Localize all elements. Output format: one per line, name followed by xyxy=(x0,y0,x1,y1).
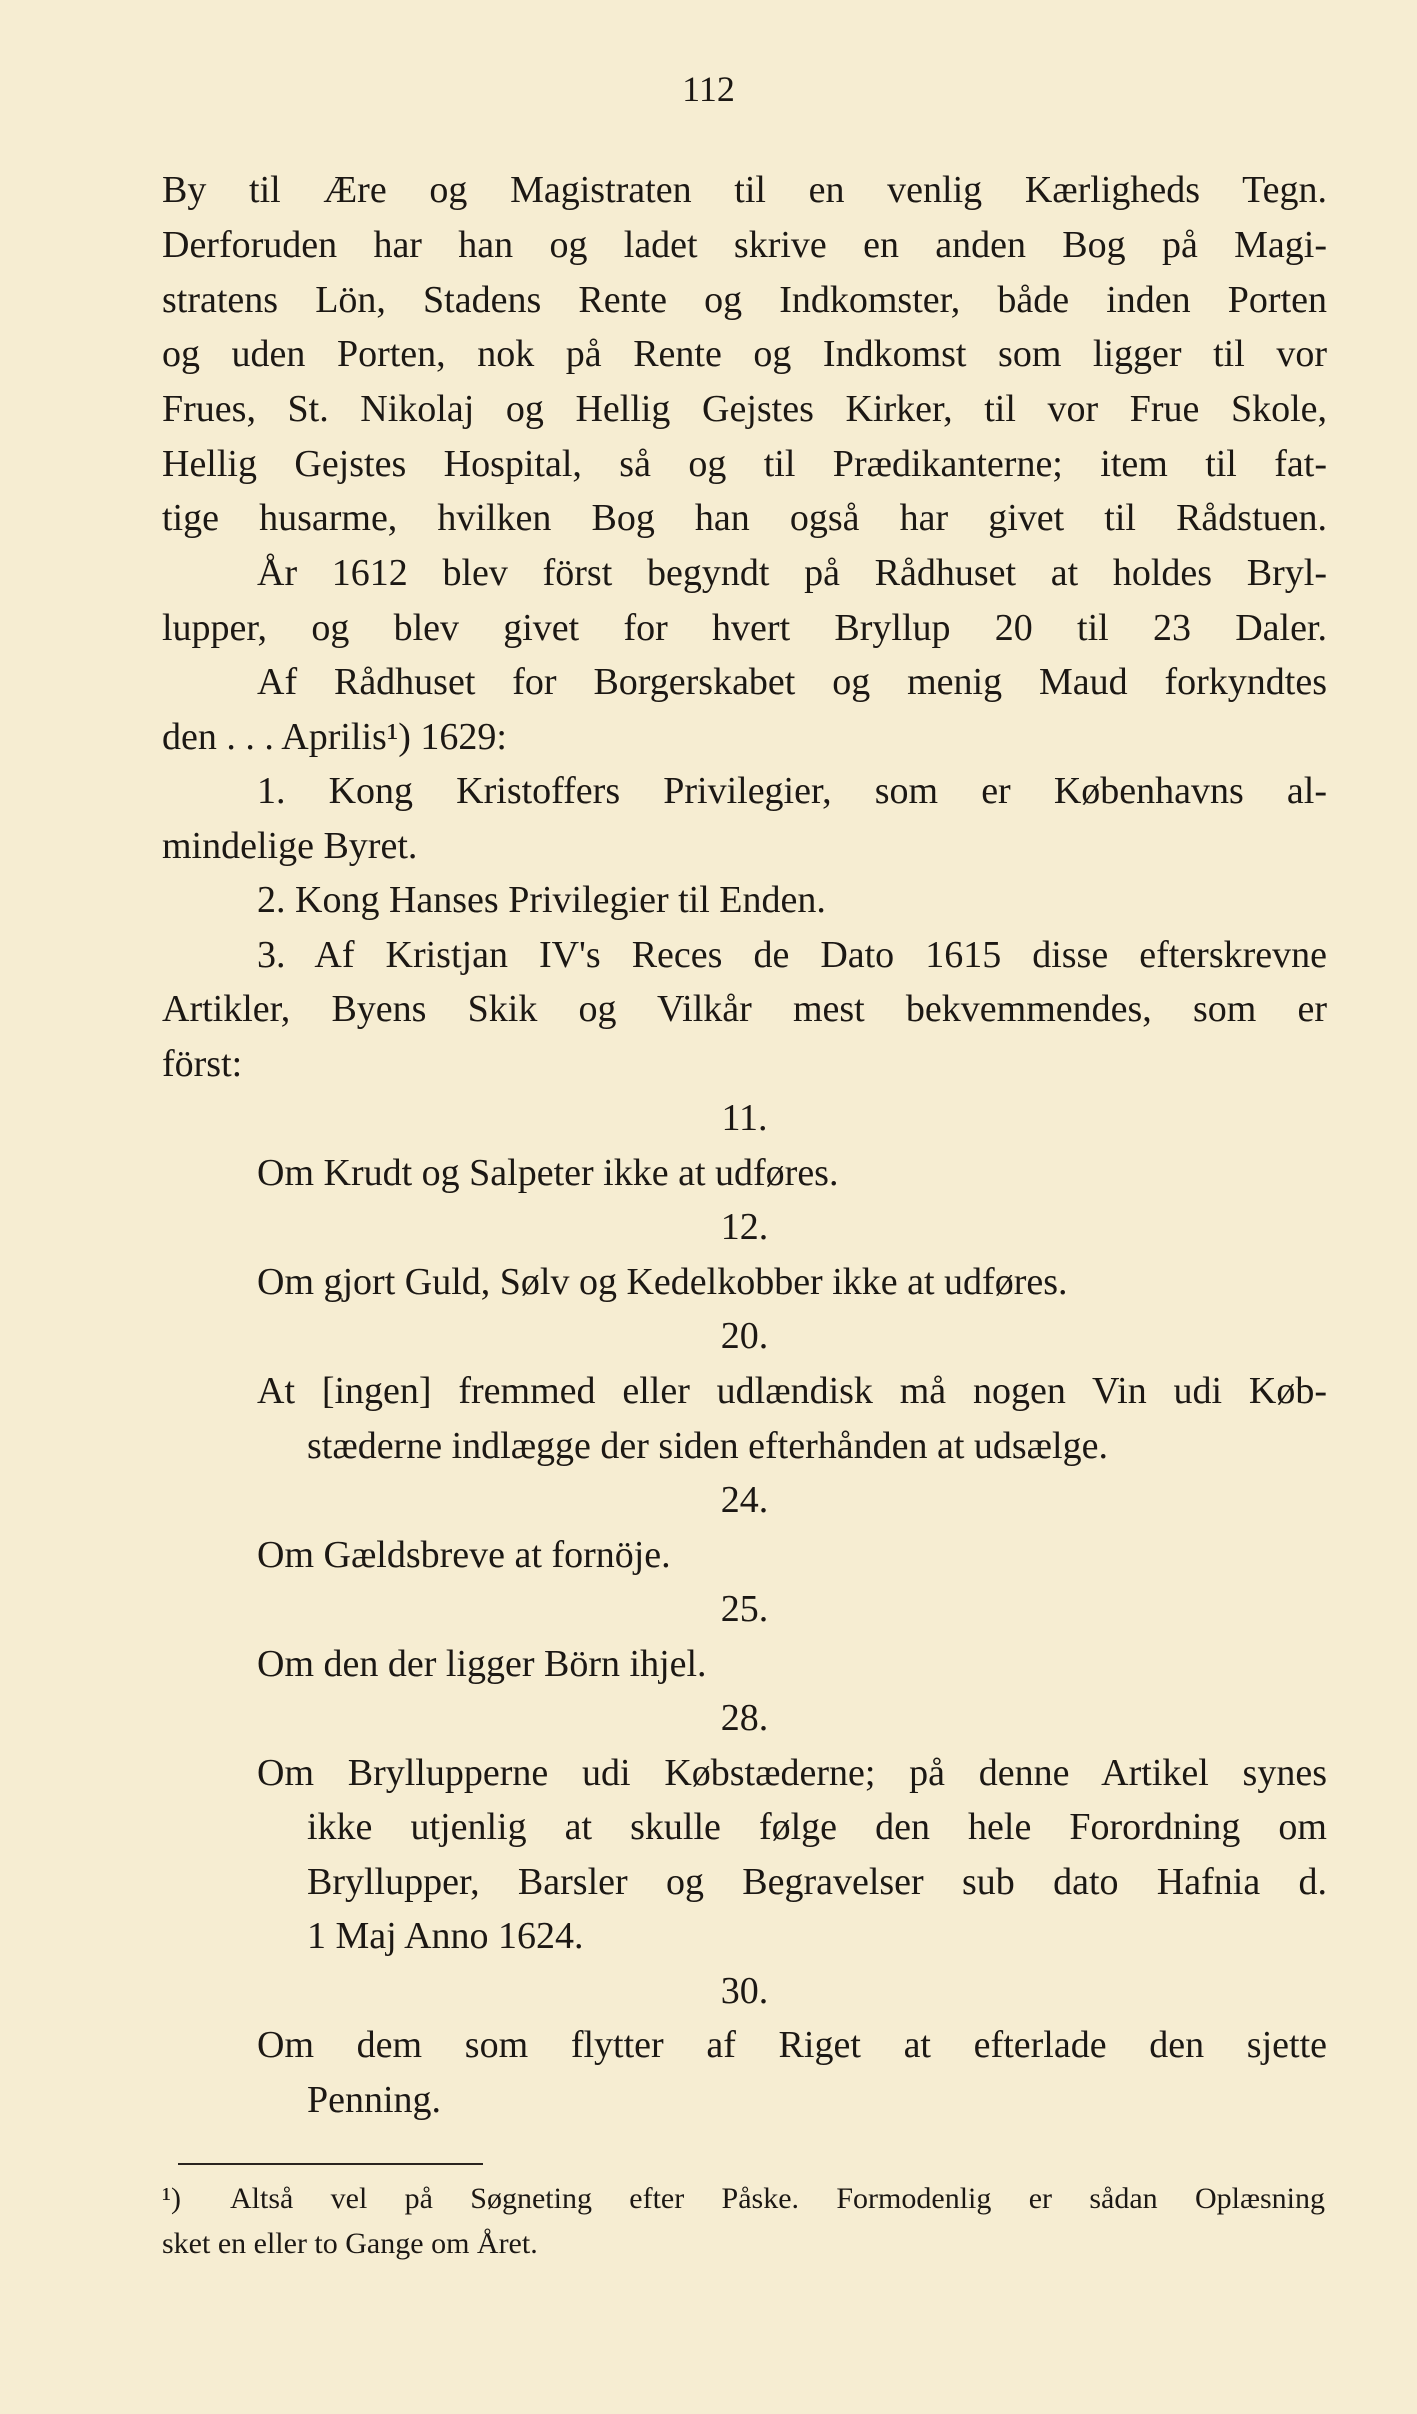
footnote-rule xyxy=(178,2163,483,2165)
article-text: Om dem som flytter af Riget at efterlade den sjette xyxy=(257,2024,1327,2066)
text-line: Frues, St. Nikolaj og Hellig Gejstes Kirker, til vor Frue Skole, xyxy=(162,388,1327,430)
article-number: 12. xyxy=(720,1206,769,1248)
article-number: 30. xyxy=(720,1970,769,2012)
page-number: 112 xyxy=(682,69,735,109)
article-number: 24. xyxy=(720,1479,769,1521)
article-text: Bryllupper, Barsler og Begravelser sub dato Hafnia d. xyxy=(307,1861,1327,1903)
article-text: At [ingen] fremmed eller udlændisk må nogen Vin udi Køb- xyxy=(257,1370,1327,1412)
footnote-line: Altså vel på Søgneting efter Påske. Formodenlig er sådan Oplæsning xyxy=(230,2182,1325,2215)
article-text: Om Krudt og Salpeter ikke at udføres. xyxy=(257,1152,839,1194)
article-text: 1 Maj Anno 1624. xyxy=(307,1915,584,1957)
list-item-1: 1. Kong Kristoffers Privilegier, som er Københavns al- xyxy=(257,770,1327,812)
footnote-line: sket en eller to Gange om Året. xyxy=(162,2227,538,2260)
article-text: Om gjort Guld, Sølv og Kedelkobber ikke at udføres. xyxy=(257,1261,1068,1303)
article-number: 20. xyxy=(720,1315,769,1357)
text-line: Artikler, Byens Skik og Vilkår mest bekvemmendes, som er xyxy=(162,988,1327,1030)
text-line: den . . . Aprilis¹) 1629: xyxy=(162,716,507,758)
article-text: Penning. xyxy=(307,2079,442,2121)
article-text: ikke utjenlig at skulle følge den hele Forordning om xyxy=(307,1806,1327,1848)
list-item-2: 2. Kong Hanses Privilegier til Enden. xyxy=(257,879,826,921)
text-line: Hellig Gejstes Hospital, så og til Prædikanterne; item til fat- xyxy=(162,443,1327,485)
article-number: 28. xyxy=(720,1697,769,1739)
text-line: Derforuden har han og ladet skrive en anden Bog på Magi- xyxy=(162,224,1327,266)
article-text: Om Bryllupperne udi Købstæderne; på denne Artikel synes xyxy=(257,1752,1327,1794)
article-text: stæderne indlægge der siden efterhånden at udsælge. xyxy=(307,1425,1108,1467)
article-number: 25. xyxy=(720,1588,769,1630)
article-number: 11. xyxy=(721,1097,768,1139)
text-line: mindelige Byret. xyxy=(162,825,418,867)
list-item-3: 3. Af Kristjan IV's Reces de Dato 1615 disse efterskrevne xyxy=(257,934,1327,976)
article-text: Om den der ligger Börn ihjel. xyxy=(257,1643,707,1685)
text-line: lupper, og blev givet for hvert Bryllup 20 til 23 Daler. xyxy=(162,607,1327,649)
text-line: År 1612 blev först begyndt på Rådhuset at holdes Bryl- xyxy=(257,552,1327,594)
text-line: By til Ære og Magistraten til en venlig Kærligheds Tegn. xyxy=(162,169,1327,211)
text-line: stratens Lön, Stadens Rente og Indkomster, både inden Porten xyxy=(162,279,1327,321)
article-text: Om Gældsbreve at fornöje. xyxy=(257,1534,671,1576)
text-line: Af Rådhuset for Borgerskabet og menig Maud forkyndtes xyxy=(257,661,1327,703)
footnote-marker: ¹) xyxy=(162,2182,181,2215)
text-line: först: xyxy=(162,1043,243,1085)
text-line: og uden Porten, nok på Rente og Indkomst som ligger til vor xyxy=(162,333,1327,375)
text-line: tige husarme, hvilken Bog han også har givet til Rådstuen. xyxy=(162,497,1327,539)
